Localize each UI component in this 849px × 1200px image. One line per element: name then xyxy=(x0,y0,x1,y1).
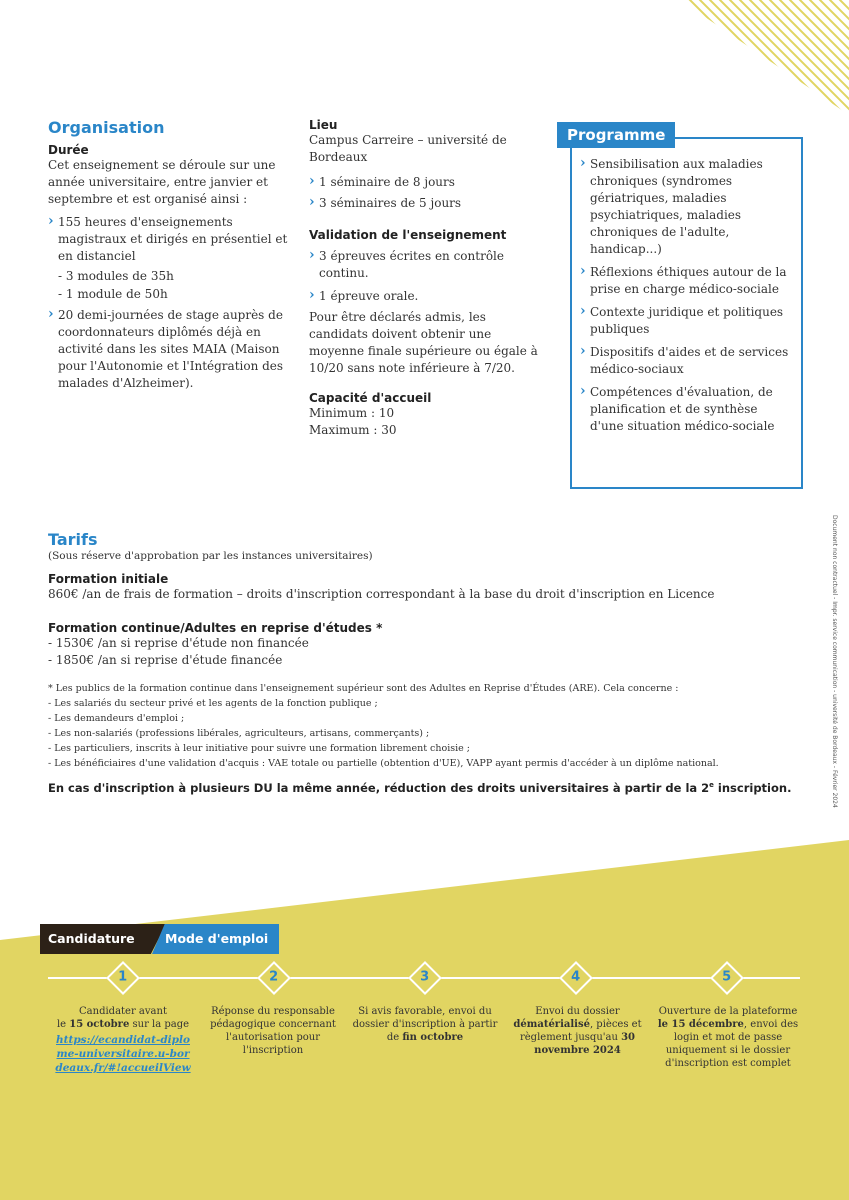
lieu-item: › 1 séminaire de 8 jours xyxy=(309,174,544,191)
step-3-text: Si avis favorable, envoi du dossier d'inscription à partir de fin octobre xyxy=(352,1006,498,1043)
step-marker-1: 1 xyxy=(106,961,140,995)
validation-item: › 3 épreuves écrites en contrôle continu. xyxy=(309,248,544,282)
step-4-text: Envoi du dossier dématérialisé, pièces et règlement jusqu'au 30 novembre 2024 xyxy=(513,1006,642,1056)
programme-title: Programme xyxy=(557,122,675,148)
step-marker-2: 2 xyxy=(257,961,291,995)
organisation-bullet-hours: › 155 heures d'enseignements magistraux et dirigés en présentiel et en distanciel xyxy=(48,214,290,265)
programme-item: › Dispositifs d'aides et de services médico-sociaux xyxy=(580,344,790,378)
reduction-text: En cas d'inscription à plusieurs DU la même année, réduction des droits universitaires à partir de la 2e inscription. xyxy=(48,781,792,795)
formation-continue-label: Formation continue/Adultes en reprise d'études * xyxy=(48,621,383,635)
candidature-tab-label: Candidature xyxy=(48,931,135,946)
programme-item: › Compétences d'évaluation, de planification et de synthèse d'une situation médico-sociale xyxy=(580,384,790,435)
duree-label: Durée xyxy=(48,143,89,157)
step-marker-5: 5 xyxy=(710,961,744,995)
capacite-label: Capacité d'accueil xyxy=(309,391,432,405)
side-note: Document non contractuel - Impr. service communication - université de Bordeaux - Février 2024 xyxy=(831,515,838,808)
tarifs-section xyxy=(48,530,808,795)
tarifs-subtitle: (Sous réserve d'approbation par les instances universitaires) xyxy=(48,550,373,562)
step-5-text: Ouverture de la plateforme le 15 décembre, envoi des login et mot de passe uniquement si le dossier d'inscription est complet xyxy=(657,1006,799,1069)
tarifs-note: - Les non-salariés (professions libérales, agriculteurs, artisans, commerçants) ; xyxy=(48,728,430,739)
tarifs-note: - Les demandeurs d'emploi ; xyxy=(48,713,185,724)
mode-emploi-tab-label: Mode d'emploi xyxy=(165,931,269,946)
tarifs-title: Tarifs xyxy=(48,530,98,549)
ecandidat-link[interactable]: https://ecandidat-diplome-universitaire.u-bordeaux.fr/#!accueilView xyxy=(55,1034,191,1074)
formation-initiale-label: Formation initiale xyxy=(48,572,169,586)
capacite-min: Minimum : 10 xyxy=(309,406,395,420)
tarifs-note: - Les bénéficiaires d'une validation d'acquis : VAE totale ou partielle (obtention d'UE), VAPP ayant permis d'accéder à un diplôme national. xyxy=(48,758,719,769)
formation-continue-line: - 1850€ /an si reprise d'étude financée xyxy=(48,653,283,667)
lieu-label: Lieu xyxy=(309,118,338,132)
tarifs-note: - Les salariés du secteur privé et les agents de la fonction publique ; xyxy=(48,698,378,709)
duree-text: Cet enseignement se déroule sur une année universitaire, entre janvier et septembre et est organisé ainsi : xyxy=(48,158,276,206)
programme-item: › Contexte juridique et politiques publiques xyxy=(580,304,790,338)
organisation-section xyxy=(48,118,290,398)
formation-initiale-text: 860€ /an de frais de formation – droits d'inscription correspondant à la base du droit d'inscription en Licence xyxy=(48,587,715,601)
step-marker-4: 4 xyxy=(559,961,593,995)
programme-item: › Sensibilisation aux maladies chroniques (syndromes gériatriques, maladies psychiatriques, maladies chroniques de l'adulte, handicap...) xyxy=(580,156,790,258)
lieu-item: › 3 séminaires de 5 jours xyxy=(309,195,544,212)
module-50h: - 1 module de 50h xyxy=(58,287,168,301)
validation-text: Pour être déclarés admis, les candidats doivent obtenir une moyenne finale supérieure ou égale à 10/20 sans note inférieure à 7/20. xyxy=(309,310,538,375)
tarifs-note: - Les particuliers, inscrits à leur initiative pour suivre une formation librement choisie ; xyxy=(48,743,471,754)
step-1-text: Candidater avant le 15 octobre sur la page https://ecandidat-diplome-universitaire.u-bordeaux.fr/#!accueilView xyxy=(55,1006,191,1074)
programme-item: › Réflexions éthiques autour de la prise en charge médico-sociale xyxy=(580,264,790,298)
step-marker-3: 3 xyxy=(408,961,442,995)
programme-list xyxy=(580,156,790,441)
module-35h: - 3 modules de 35h xyxy=(58,269,174,283)
formation-continue-line: - 1530€ /an si reprise d'étude non financée xyxy=(48,636,309,650)
organisation-title: Organisation xyxy=(48,118,165,137)
tarifs-note: * Les publics de la formation continue dans l'enseignement supérieur sont des Adultes en Reprise d'Études (ARE). Cela concerne : xyxy=(48,683,679,694)
lieu-text: Campus Carreire – université de Bordeaux xyxy=(309,133,507,164)
lieu-section xyxy=(309,118,544,439)
organisation-bullet-stage: › 20 demi-journées de stage auprès de coordonnateurs diplômés déjà en activité dans les sites MAIA (Maison pour l'Autonomie et l'Intégration des malades d'Alzheimer). xyxy=(48,307,290,392)
step-2-text: Réponse du responsable pédagogique concernant l'autorisation pour l'inscription xyxy=(210,1006,336,1056)
capacite-max: Maximum : 30 xyxy=(309,423,397,437)
decorative-stripes xyxy=(680,0,849,115)
validation-label: Validation de l'enseignement xyxy=(309,228,507,242)
validation-item: › 1 épreuve orale. xyxy=(309,288,544,305)
